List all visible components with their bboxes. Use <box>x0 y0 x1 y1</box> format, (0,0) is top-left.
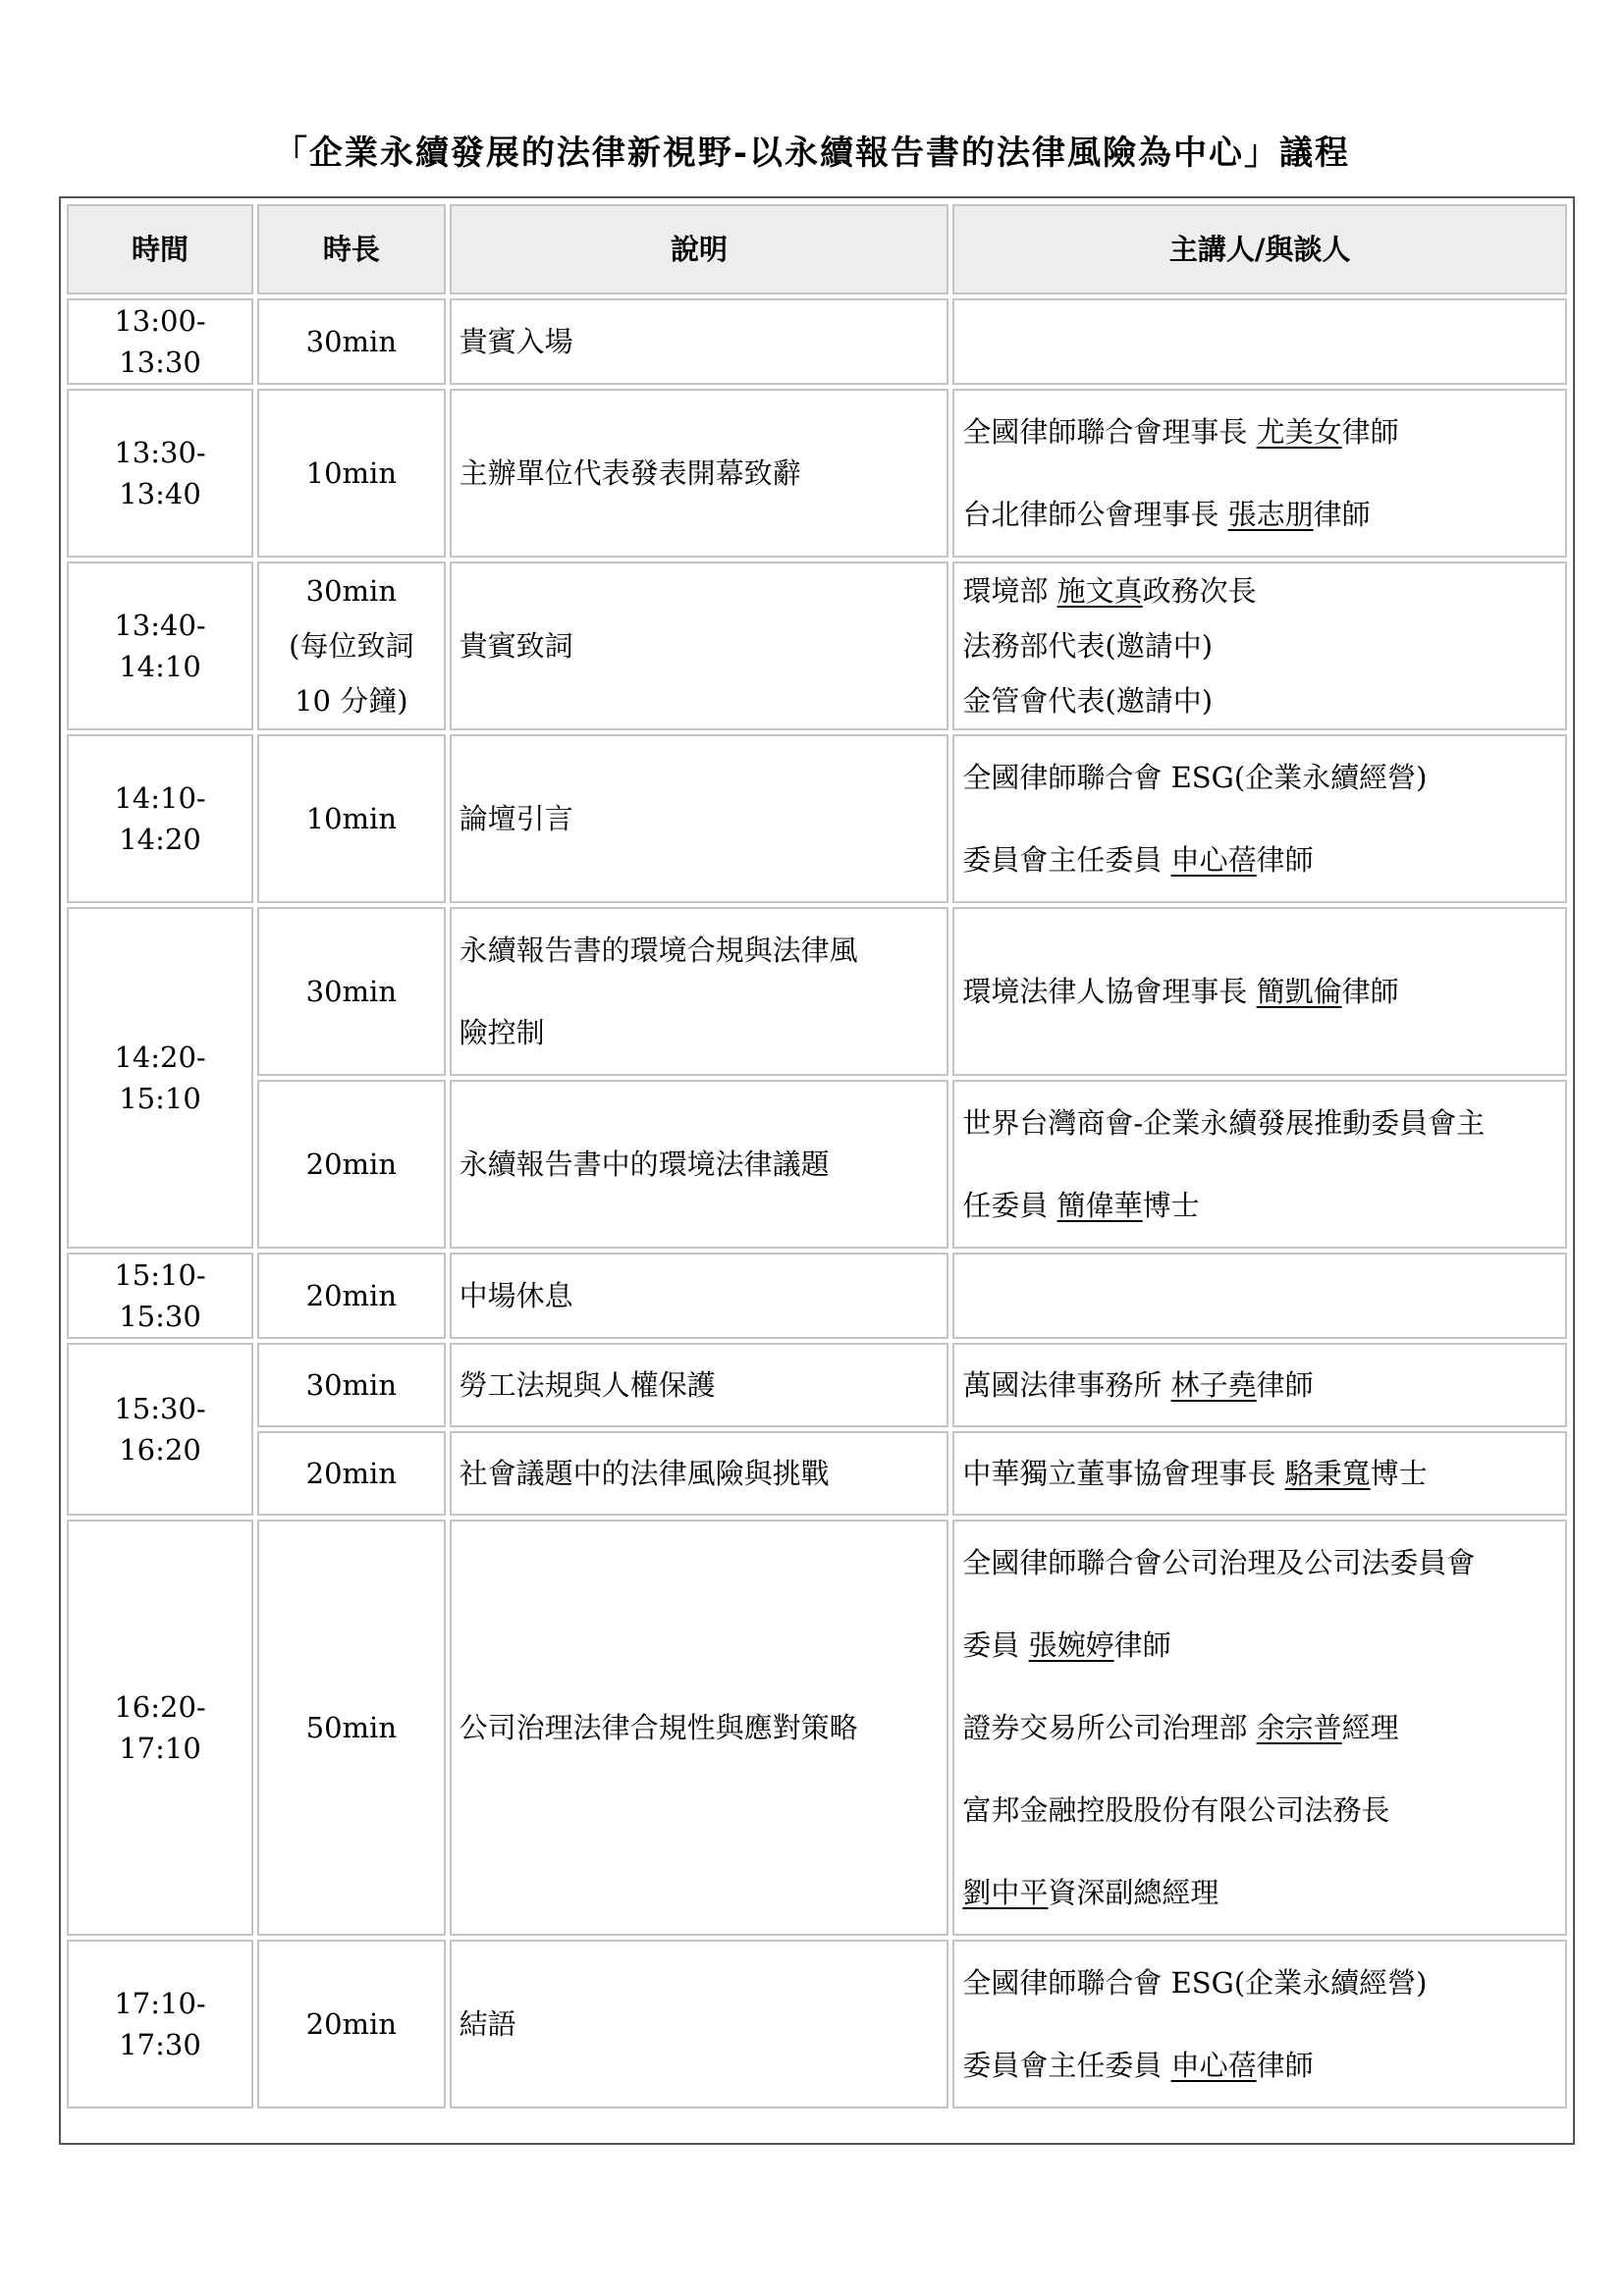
description-line: 永續報告書的環境合規與法律風 <box>459 934 858 967</box>
speaker-name: 申心蓓 <box>1170 843 1257 877</box>
speaker-title: 委員會主任委員 <box>962 2049 1171 2082</box>
speaker-role: 律師 <box>1313 498 1371 531</box>
speaker-role: 資深副總經理 <box>1048 1876 1219 1909</box>
description-cell: 貴賓入場 <box>450 298 949 385</box>
speaker-cell <box>952 1520 1567 1936</box>
speaker-role: 經理 <box>1341 1711 1399 1744</box>
speaker-role: 政務次長 <box>1142 574 1257 608</box>
duration-cell <box>257 561 446 730</box>
description-cell: 中場休息 <box>450 1253 949 1339</box>
speaker-line <box>962 819 1557 901</box>
table-row <box>67 1431 1567 1516</box>
duration-cell: 20min <box>257 1940 446 2109</box>
duration-cell: 20min <box>257 1080 446 1249</box>
description-cell: 結語 <box>450 1940 949 2109</box>
speaker-role: 律師 <box>1256 1368 1314 1402</box>
table-row <box>67 389 1567 558</box>
speaker-line <box>962 563 1557 618</box>
speaker-cell <box>952 561 1567 730</box>
speaker-line: 全國律師聯合會 ESG(企業永續經營) <box>962 761 1428 794</box>
speaker-cell <box>952 1940 1567 2109</box>
speaker-role: 律師 <box>1256 2049 1314 2082</box>
header-speaker: 主講人/與談人 <box>952 204 1567 294</box>
speaker-line: 法務部代表(邀請中) <box>962 629 1214 663</box>
speaker-name: 張志朋 <box>1227 498 1314 531</box>
description-cell <box>450 907 949 1076</box>
speaker-name: 余宗普 <box>1256 1711 1342 1744</box>
table-row <box>67 298 1567 385</box>
speaker-role: 博士 <box>1370 1457 1428 1490</box>
speaker-line: 全國律師聯合會公司治理及公司法委員會 <box>962 1546 1476 1579</box>
speaker-role: 律師 <box>1256 843 1314 877</box>
speaker-line: 富邦金融控股股份有限公司法務長 <box>962 1793 1390 1827</box>
speaker-line: 全國律師聯合會 ESG(企業永續經營) <box>962 1966 1428 2000</box>
speaker-name: 尤美女 <box>1256 415 1342 449</box>
speaker-line: 金管會代表(邀請中) <box>962 684 1214 718</box>
time-cell: 15:30-16:20 <box>67 1343 253 1516</box>
time-cell: 17:10-17:30 <box>67 1940 253 2109</box>
header-description: 說明 <box>450 204 949 294</box>
speaker-cell <box>952 1253 1567 1339</box>
speaker-cell <box>952 1080 1567 1249</box>
speaker-title: 全國律師聯合會理事長 <box>962 415 1257 449</box>
speaker-title: 委員 <box>962 1629 1029 1662</box>
speaker-line <box>962 1164 1557 1247</box>
duration-cell: 30min <box>257 298 446 385</box>
speaker-name: 施文真 <box>1056 574 1143 608</box>
speaker-cell <box>952 907 1567 1076</box>
duration-cell: 10min <box>257 734 446 903</box>
time-cell: 15:10-15:30 <box>67 1253 253 1339</box>
table-row <box>67 1080 1567 1249</box>
header-row <box>67 204 1567 294</box>
description-cell: 貴賓致詞 <box>450 561 949 730</box>
speaker-title: 證券交易所公司治理部 <box>962 1711 1257 1744</box>
time-cell: 14:20-15:10 <box>67 907 253 1249</box>
speaker-line <box>962 391 1557 473</box>
speaker-name: 簡凱倫 <box>1256 975 1342 1008</box>
speaker-title: 任委員 <box>962 1189 1057 1222</box>
speaker-name: 簡偉華 <box>1056 1189 1143 1222</box>
speaker-title: 環境法律人協會理事長 <box>962 975 1257 1008</box>
description-cell: 勞工法規與人權保護 <box>450 1343 949 1427</box>
description-cell: 社會議題中的法律風險與挑戰 <box>450 1431 949 1516</box>
time-cell: 13:40-14:10 <box>67 561 253 730</box>
speaker-line <box>962 1686 1557 1769</box>
speaker-line <box>962 473 1557 556</box>
speaker-name: 劉中平 <box>962 1876 1049 1909</box>
duration-cell: 50min <box>257 1520 446 1936</box>
speaker-name: 林子堯 <box>1170 1368 1257 1402</box>
speaker-name: 申心蓓 <box>1170 2049 1257 2082</box>
speaker-title: 萬國法律事務所 <box>962 1368 1171 1402</box>
table-row <box>67 561 1567 730</box>
header-time: 時間 <box>67 204 253 294</box>
duration-line: 30min <box>305 574 397 608</box>
speaker-line <box>962 1604 1557 1686</box>
header-duration: 時長 <box>257 204 446 294</box>
speaker-cell <box>952 298 1567 385</box>
speaker-role: 律師 <box>1341 415 1399 449</box>
duration-cell: 10min <box>257 389 446 558</box>
speaker-line <box>962 1851 1557 1934</box>
time-cell: 14:10-14:20 <box>67 734 253 903</box>
description-cell: 論壇引言 <box>450 734 949 903</box>
speaker-cell <box>952 389 1567 558</box>
table-row <box>67 1940 1567 2109</box>
table-row <box>67 1520 1567 1936</box>
description-cell: 永續報告書中的環境法律議題 <box>450 1080 949 1249</box>
speaker-line <box>962 2024 1557 2107</box>
speaker-line: 世界台灣商會-企業永續發展推動委員會主 <box>962 1106 1486 1140</box>
agenda-table <box>63 200 1571 2112</box>
speaker-cell <box>952 734 1567 903</box>
time-cell: 13:00-13:30 <box>67 298 253 385</box>
speaker-title: 中華獨立董事協會理事長 <box>962 1457 1285 1490</box>
duration-cell: 30min <box>257 1343 446 1427</box>
duration-line: 10 分鐘) <box>295 684 408 718</box>
agenda-title: 「企業永續發展的法律新視野-以永續報告書的法律風險為中心」議程 <box>273 133 1351 173</box>
speaker-name: 張婉婷 <box>1028 1629 1114 1662</box>
speaker-cell <box>952 1431 1567 1516</box>
table-row <box>67 1253 1567 1339</box>
speaker-role: 律師 <box>1341 975 1399 1008</box>
duration-cell: 30min <box>257 907 446 1076</box>
time-cell: 13:30-13:40 <box>67 389 253 558</box>
speaker-title: 台北律師公會理事長 <box>962 498 1228 531</box>
speaker-role: 律師 <box>1113 1629 1171 1662</box>
table-row <box>67 1343 1567 1427</box>
table-row <box>67 907 1567 1076</box>
speaker-name: 駱秉寬 <box>1284 1457 1371 1490</box>
time-cell: 16:20-17:10 <box>67 1520 253 1936</box>
duration-cell: 20min <box>257 1253 446 1339</box>
description-cell: 公司治理法律合規性與應對策略 <box>450 1520 949 1936</box>
speaker-cell <box>952 1343 1567 1427</box>
speaker-title: 委員會主任委員 <box>962 843 1171 877</box>
description-cell: 主辦單位代表發表開幕致辭 <box>450 389 949 558</box>
description-line: 險控制 <box>459 1016 545 1049</box>
duration-line: (每位致詞 <box>289 629 414 663</box>
speaker-role: 博士 <box>1142 1189 1200 1222</box>
speaker-title: 環境部 <box>962 574 1057 608</box>
table-row <box>67 734 1567 903</box>
duration-cell: 20min <box>257 1431 446 1516</box>
